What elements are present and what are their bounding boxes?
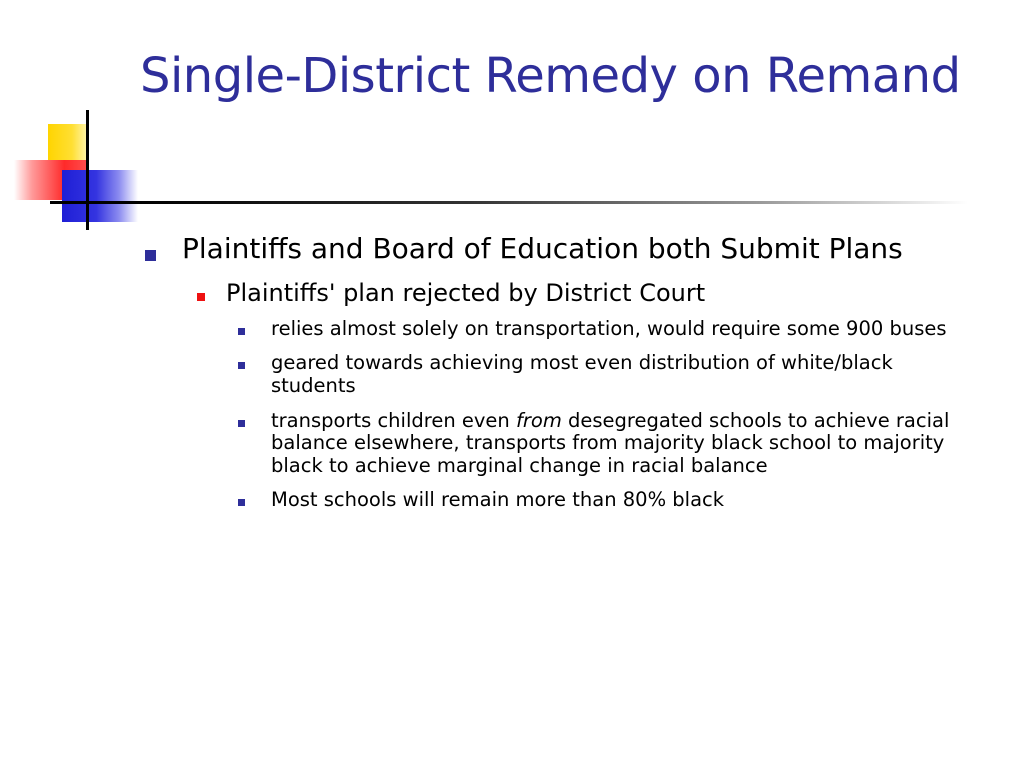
logo-blue-square	[62, 170, 138, 222]
slide-body	[140, 232, 1000, 524]
bullet-text: geared towards achieving most even distribution of white/black students	[271, 351, 893, 398]
bullet-level1-item	[140, 232, 1000, 265]
bullet-text: Plaintiffs and Board of Education both Submit Plans	[182, 232, 903, 265]
square-bullet-icon	[238, 499, 245, 506]
bullet-level2-item	[186, 279, 1000, 308]
logo-vertical-line	[86, 110, 89, 230]
logo-yellow-square	[48, 124, 88, 164]
bullet-text: Most schools will remain more than 80% black	[271, 488, 725, 512]
bullet-text-before: transports children even	[271, 408, 516, 432]
bullet-text-after: desegregated schools to achieve racial balance elsewhere, transports from majority black school to majority black to achieve marginal change in racial balance	[271, 408, 950, 477]
bullet-text: Plaintiffs' plan rejected by District Court	[226, 279, 706, 308]
bullet-text: relies almost solely on transportation, would require some 900 buses	[271, 316, 947, 340]
slide-title: Single-District Remedy on Remand	[140, 48, 961, 104]
square-bullet-icon	[238, 328, 245, 335]
square-bullet-icon	[238, 362, 245, 369]
bullet-level3-item	[230, 489, 961, 512]
square-bullet-icon	[145, 250, 156, 261]
square-bullet-icon	[238, 420, 245, 427]
red-square-bullet-icon	[197, 293, 205, 301]
bullet-text-italic: from	[516, 408, 562, 432]
bullet-level3-item	[230, 352, 961, 397]
logo-horizontal-line	[50, 201, 140, 204]
bullet-level3-item	[230, 318, 961, 341]
title-divider-line	[138, 201, 968, 204]
bullet-level3-item	[230, 410, 961, 478]
color-squares-logo-icon	[0, 100, 140, 235]
